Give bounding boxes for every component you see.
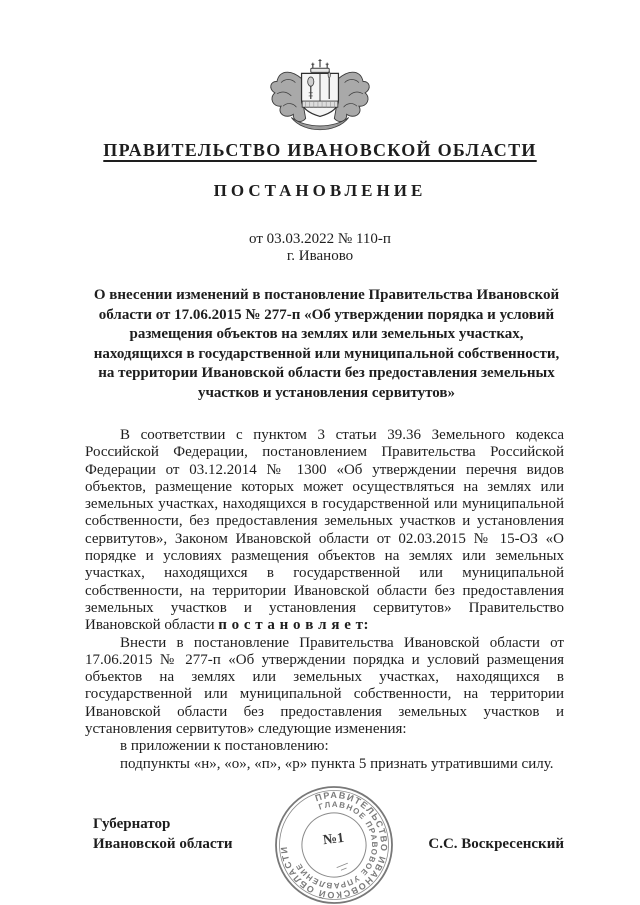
issuing-authority-title — [0, 140, 640, 161]
issuing-authority-text: ПРАВИТЕЛЬСТВО ИВАНОВСКОЙ ОБЛАСТИ — [103, 140, 537, 160]
document-type-title: ПОСТАНОВЛЕНИЕ — [213, 181, 427, 200]
paragraph-annex-reference: в приложении к постановлению: — [120, 738, 329, 755]
signer-name: С.С. Воскресенский — [428, 836, 564, 852]
signer-position-line2: Ивановской области — [93, 836, 233, 852]
signer-position-line1: Губернатор — [93, 816, 171, 832]
ivanovo-oblast-coat-of-arms-icon — [266, 58, 374, 140]
official-round-seal — [270, 781, 398, 905]
resolves-word: п о с т а н о в л я е т: — [218, 617, 369, 634]
city-line: г. Иваново — [286, 248, 354, 264]
paragraph-preamble — [85, 427, 564, 635]
seal-outer-ring-text: ПРАВИТЕЛЬСТВО ИВАНОВСКОЙ ОБЛАСТИ — [278, 789, 390, 901]
preamble-text: В соответствии с пунктом 3 статьи 39.36 Земельного кодекса Российской Федерации, постановлением Правительства Российской Федерации от 03.12.2014 № 1300 «Об утверждении перечня видов объектов, размещение которых может осуществляться на землях или земельных участках, находящихся в государственной или муниципальной собственности, без предоставления земельных участков и установления сервитутов», Законом Ивановской области от 02.03.2015 № 15-ОЗ «О порядке и условиях размещения объектов на землях или земельных участках, находящихся в государственной или муниципальной собственности, на территории Ивановской области без предоставления земельных участков и установления сервитутов» Правительство Ивановской области — [85, 427, 564, 634]
document-subject-heading: О внесении изменений в постановление Правительства Ивановской области от 17.06.2015 № 277-п «Об утверждении порядка и условий размещения объектов на землях или земельных участках, находящихся в государственной или муниципальной собственности, на территории Ивановской области без предоставления земельных участков и установления сервитутов» — [93, 287, 560, 401]
signer-position — [93, 814, 233, 854]
paragraph-subpoints-repeal: подпункты «н», «о», «п», «р» пункта 5 признать утратившими силу. — [120, 755, 554, 772]
document-body — [85, 427, 564, 773]
seal-register-number: №1 — [322, 830, 345, 849]
date-and-number-line: от 03.03.2022 № 110-п — [249, 231, 391, 247]
paragraph-amendment: Внести в постановление Правительства Ивановской области от 17.06.2015 № 277-п «Об утверждении порядка и условий размещения объектов на землях или земельных участках, находящихся в государственной или муниципальной собственности, на территории Ивановской области без предоставления земельных участков и установления сервитутов» следующие изменения: — [85, 634, 564, 738]
seal-inner-ring-text: ГЛАВНОЕ ПРАВОВОЕ УПРАВЛЕНИЕ — [293, 799, 379, 891]
